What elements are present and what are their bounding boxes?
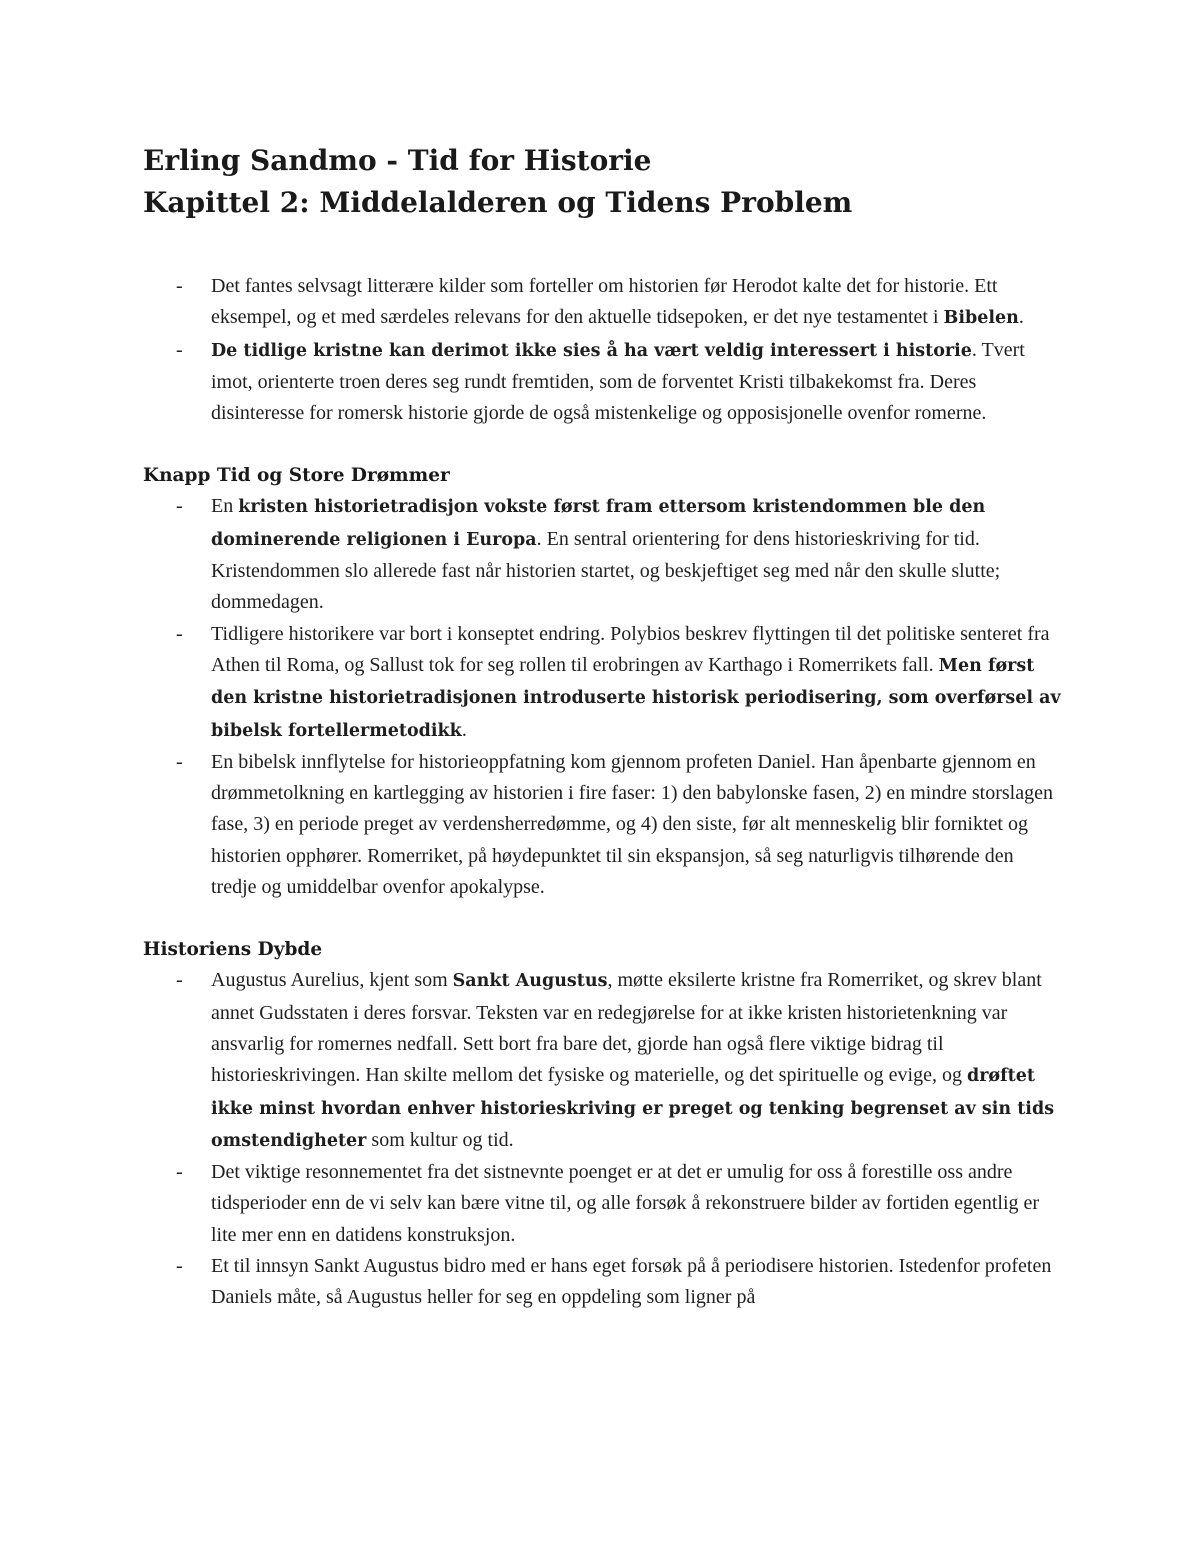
chapter-title: Kapittel 2: Middelalderen og Tidens Problem — [143, 186, 853, 219]
bold-text: Sankt Augustus — [452, 971, 608, 992]
body-text: . En sentral orientering for dens historieskriving for tid. Kristendommen slo allerede fast når historien startet, og beskjeftiget seg med når den skulle slutte; dommedagen. — [211, 527, 1001, 614]
bullet-dash: - — [176, 275, 183, 297]
body-text: . Tvert imot, orienterte troen deres seg rundt fremtiden, som de forventet Kristi tilbakekomst fra. Deres disinteresse for romersk historie gjorde de også mistenkelige og opposisjonelle ovenfor romerne. — [211, 338, 1025, 425]
section2-bullet-list — [143, 965, 1073, 1313]
bold-text: kristen historietradisjon vokste først fram ettersom kristendommen ble den dominerende religionen i Europa — [211, 497, 986, 550]
bullet-item — [143, 335, 1073, 430]
body-text: . — [461, 718, 467, 741]
bold-text: drøftet ikke minst hvordan enhver historieskriving er preget og tenking begrenset av sin tids omstendigheter — [211, 1066, 1055, 1151]
body-text: Tidligere historikere var bort i konseptet endring. Polybios beskrev flyttingen til det politiske senteret fra Athen til Roma, og Sallust tok for seg rollen til erobringen av Karthago i Romerrikets fall. — [211, 622, 1050, 676]
body-text: En — [211, 495, 239, 518]
bullet-dash: - — [176, 1161, 183, 1184]
bullet-item — [143, 747, 1073, 903]
body-text: Et til innsyn Sankt Augustus bidro med er hans eget forsøk på å periodisere historien. Istedenfor profeten Daniels måte, så Augustus heller for seg en oppdeling som ligner på — [211, 1255, 1052, 1309]
body-text: En bibelsk innflytelse for historieoppfatning kom gjennom profeten Daniel. Han åpenbarte gjennom en drømmetolkning en kartlegging av historien i fire faser: 1) den babylonske fasen, 2) en mindre storslagen fase, 3) en periode preget av verdensherredømme, og 4) den siste, før alt menneskelig blir forniktet og historien opphører. Romerriket, på høydepunktet til sin ekspansjon, så seg naturligvis tilhørende den tredje og umiddelbar ovenfor apokalypse. — [211, 750, 1053, 899]
body-text: Augustus Aurelius, kjent som — [211, 969, 453, 992]
bullet-item — [143, 965, 1073, 1157]
document-title: Erling Sandmo - Tid for Historie — [143, 144, 652, 177]
bullet-dash: - — [176, 495, 183, 518]
intro-bullet-list — [143, 271, 1073, 429]
bullet-dash: - — [176, 338, 183, 361]
bullet-item — [143, 491, 1073, 618]
bold-text: Men først den kristne historietradisjonen introduserte historisk periodisering, som overførsel av bibelsk fortellermetodikk — [211, 655, 1061, 741]
bullet-item — [143, 271, 1073, 335]
bullet-item — [143, 1157, 1073, 1251]
bold-text: De tidlige kristne kan derimot ikke sies å ha vært veldig interessert i historie — [211, 340, 972, 361]
body-text: , møtte eksilerte kristne fra Romerriket, og skrev blant annet Gudsstaten i deres forsvar. Teksten var en redegjørelse for at ikke kristen historietenkning var ansvarlig for romernes nedfall. Sett bort fra bare det, gjorde han også flere viktige bidrag til historieskrivingen. Han skilte mellom det fysiske og materielle, og det spirituelle og evige, og — [211, 969, 1042, 1087]
section-heading-historiens-dybde: Historiens Dybde — [143, 939, 323, 961]
body-text: som kultur og tid. — [366, 1128, 514, 1151]
bold-text: Bibelen — [943, 308, 1019, 329]
bullet-dash: - — [176, 622, 183, 645]
body-text: Det fantes selvsagt litterære kilder som forteller om historien før Herodot kalte det for historie. Ett eksempel, og et med særdeles relevans for den aktuelle tidsepoken, er det nye testamentet i — [211, 275, 998, 329]
body-text: . — [1018, 306, 1024, 329]
bullet-dash: - — [176, 1255, 183, 1278]
bullet-dash: - — [176, 750, 183, 773]
bullet-item — [143, 1251, 1073, 1314]
section-heading-knapp-tid: Knapp Tid og Store Drømmer — [143, 465, 450, 487]
section1-bullet-list — [143, 491, 1073, 903]
body-text: Det viktige resonnementet fra det sistnevnte poenget er at det er umulig for oss å forestille oss andre tidsperioder enn de vi selv kan bære vitne til, og alle forsøk å rekonstruere bilder av fortiden egentlig er lite mer enn en datidens konstruksjon. — [211, 1161, 1040, 1246]
bullet-dash: - — [176, 969, 183, 992]
bullet-item — [143, 619, 1073, 747]
document-page — [143, 140, 1073, 1314]
